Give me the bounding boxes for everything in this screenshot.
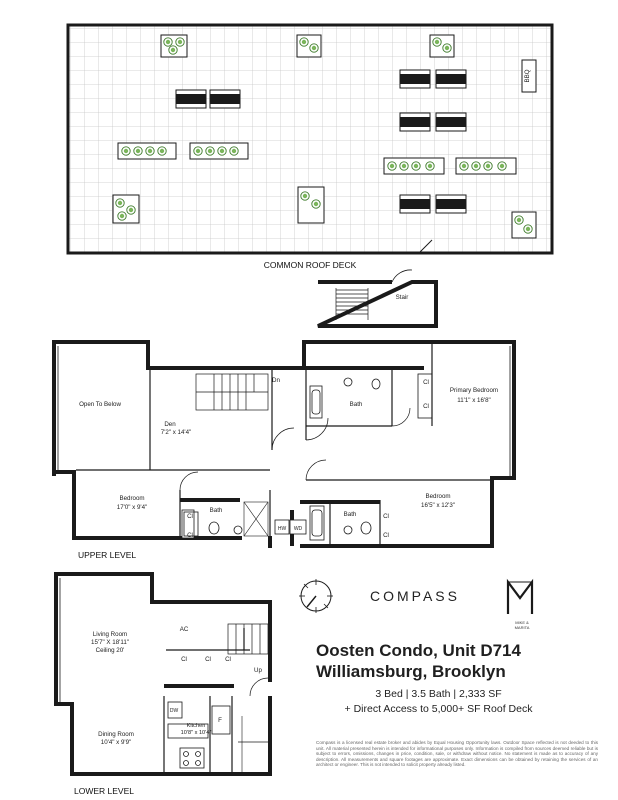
- ac-label: AC: [179, 626, 189, 633]
- brokerage-logo: COMPASS: [370, 588, 460, 604]
- planter-square: [512, 212, 536, 238]
- bath-1-label: Bath: [349, 401, 363, 408]
- closet-label: Cl: [187, 513, 193, 520]
- team-name-line1: MIKE &: [515, 620, 529, 625]
- bbq-label: BBQ: [524, 69, 531, 83]
- closet-label: Cl: [423, 403, 429, 410]
- planter-square: [298, 187, 324, 223]
- closet-label: Cl: [383, 513, 389, 520]
- planter-square: [297, 35, 321, 57]
- dw-label: DW: [169, 708, 179, 714]
- team-name: [502, 620, 542, 630]
- den-dims: 7'2" x 14'4": [160, 429, 192, 436]
- dining-room-name: Dining Room: [98, 731, 134, 738]
- living-room-name: Living Room: [92, 631, 128, 638]
- team-monogram-icon: [506, 578, 534, 616]
- bedroom-right-name: Bedroom: [425, 493, 451, 500]
- north-compass-icon: [296, 576, 336, 616]
- bath-3-label: Bath: [343, 511, 357, 518]
- planter-square: [113, 195, 139, 223]
- listing-specs: 3 Bed | 3.5 Bath | 2,333 SF: [375, 688, 502, 700]
- listing-title-line2: Williamsburg, Brooklyn: [316, 662, 506, 681]
- closet-label: Cl: [205, 656, 211, 663]
- disclaimer-text: Compass is a licensed real estate broker and abides by Equal Housing Opportunity laws. Outdoor Space reflected is not deeded to this unit. All material presented herein is intended for informational purposes only. Information is compiled from sources deemed reliable but is subject to errors, omissions, changes in price, condition, sale, or withdraw without notice. No statement is made as to accuracy of any description. All measurements and square footages are approximate. Exact dimensions can be obtained by retaining the services of an architect or engineer. This is not intended to solicit property already listed.: [316, 740, 598, 768]
- planter-square: [161, 35, 187, 57]
- living-room-ceiling: Ceiling 20': [95, 647, 125, 654]
- primary-bedroom-dims: 11'1" x 16'8": [457, 397, 491, 404]
- listing-extra: + Direct Access to 5,000+ SF Roof Deck: [344, 703, 533, 715]
- kitchen-name: Kitchen: [186, 723, 206, 729]
- hw-label: HW: [277, 526, 287, 532]
- closet-label: Cl: [383, 532, 389, 539]
- listing-title-block: [300, 640, 600, 715]
- den-name: Den: [164, 421, 176, 428]
- closet-label: Cl: [181, 656, 187, 663]
- living-room-dims: 15'7" X 18'11": [91, 639, 129, 646]
- closet-label: Cl: [225, 656, 231, 663]
- bbq-grill: [522, 60, 536, 92]
- planter-long: [118, 143, 176, 159]
- roof-deck-caption: COMMON ROOF DECK: [263, 260, 357, 270]
- lower-level-caption: LOWER LEVEL: [74, 786, 134, 796]
- bath-2-label: Bath: [209, 507, 223, 514]
- listing-title-line1: Oosten Condo, Unit D714: [316, 641, 521, 660]
- roof-stair: [318, 270, 436, 326]
- upper-stair: [196, 374, 268, 410]
- upper-level-caption: UPPER LEVEL: [78, 550, 137, 560]
- planter-long: [384, 158, 444, 174]
- kitchen-dims: 10'8" x 10'4": [180, 730, 212, 736]
- stair-down-label: Dn: [272, 377, 280, 384]
- upper-level-plan: [0, 330, 618, 562]
- planter-long: [456, 158, 516, 174]
- team-name-line2: MARITA: [514, 625, 530, 630]
- lower-level-plan: [0, 566, 300, 800]
- stair-up-label: Up: [254, 667, 262, 674]
- bedroom-right-dims: 16'5" x 12'3": [421, 502, 455, 509]
- room-open-to-below: Open To Below: [79, 401, 121, 408]
- bedroom-left-name: Bedroom: [119, 495, 145, 502]
- planter-square: [430, 35, 454, 57]
- bedroom-left-dims: 17'0" x 9'4": [116, 504, 148, 511]
- closet-label: Cl: [423, 379, 429, 386]
- dining-room-dims: 10'4" x 9'9": [100, 739, 132, 746]
- planter-long: [190, 143, 248, 159]
- wd-label: WD: [293, 526, 303, 532]
- fridge-label: F: [218, 717, 222, 724]
- closet-label: Cl: [187, 532, 193, 539]
- roof-deck-plan: [0, 0, 618, 340]
- stair-label: Stair: [395, 294, 409, 301]
- primary-bedroom-name: Primary Bedroom: [449, 387, 499, 394]
